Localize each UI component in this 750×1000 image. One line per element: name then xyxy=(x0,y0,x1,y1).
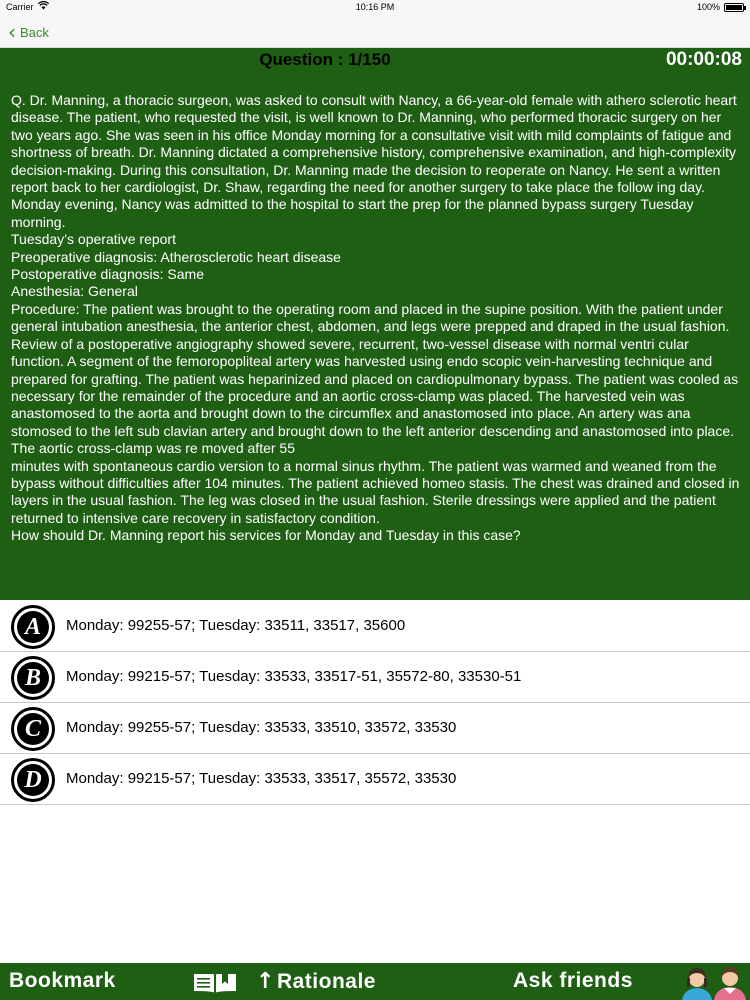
answer-letter-badge xyxy=(11,605,55,649)
back-label: Back xyxy=(20,24,49,40)
battery-percent: 100% xyxy=(696,2,720,12)
battery-icon xyxy=(724,3,744,12)
carrier-label: Carrier xyxy=(6,2,34,12)
ask-friends-label: Ask friends xyxy=(513,969,633,992)
question-header xyxy=(0,48,750,92)
answer-letter: B xyxy=(17,662,49,694)
answer-option-d[interactable] xyxy=(0,754,750,805)
status-time: 10:16 PM xyxy=(355,2,395,12)
answer-letter: A xyxy=(17,611,49,643)
answer-text: Monday: 99255-57; Tuesday: 33533, 33510, 33572, 33530 xyxy=(66,719,457,736)
question-text: Q. Dr. Manning, a thoracic surgeon, was asked to consult with Nancy, a 66-year-old female with athero sclerotic heart disease. The patient, who requested the visit, is well known to Dr. Manning, who performed thoracic surgery on her two years ago. She was seen in his office Monday morning for a consultative visit with mild complaints of fatigue and shortness of breath. Dr. Manning dictated a comprehensive history, comprehensive examination, and high-complexity decision-making. During this consultation, Dr. Manning made the decision to reoperate on Nancy. He sent a written report back to her cardiologist, Dr. Shaw, regarding the need for another surgery to take place the follow ing day. Monday evening, Nancy was admitted to the hospital to start the prep for the planned bypass surgery Tuesday morning. Tuesday’s operative report Preoperative diagnosis: Atherosclerotic heart disease Postoperative diagnosis: Same Anesthesia: General Procedure: The patient was brought to the operating room and placed in the supine position. With the patient under general intubation anesthesia, the anterior chest, abdomen, and legs were prepped and draped in the usual fashion. Review of a postoperative angiography showed severe, recurrent, two-vessel disease with normal ventri cular function. A segment of the femoropopliteal artery was harvested using endo scopic vein-harvesting technique and prepared for grafting. The patient was heparinized and placed on cardiopulmonary bypass. The patient was cooled as necessary for the remainder of the procedure and an aortic cross-clamp was placed. The harvested vein was anastomosed to the aorta and brought down to the circumflex and anastomosed into place. An artery was ana stomosed to the left sub clavian artery and brought down to the left anterior descending and anastomosed into place. The aortic cross-clamp was re moved after 55 minutes with spontaneous cardio version to a normal sinus rhythm. The patient was warmed and weaned from the bypass without difficulties after 104 minutes. The patient achieved homeo stasis. The chest was drained and closed in layers in the usual fashion. The leg was closed in the usual fashion. Sterile dressings were applied and the patient returned to intensive care recovery in satisfactory condition. How should Dr. Manning report his services for Monday and Tuesday in this case? xyxy=(11,92,740,544)
answer-text: Monday: 99215-57; Tuesday: 33533, 33517, 35572, 33530 xyxy=(66,770,457,787)
rationale-label: Rationale xyxy=(276,969,376,993)
bottom-toolbar xyxy=(0,963,750,1000)
ask-friends-button[interactable] xyxy=(513,969,633,993)
answer-text: Monday: 99215-57; Tuesday: 33533, 33517-51, 35572-80, 33530-51 xyxy=(66,668,522,685)
answer-letter-badge xyxy=(11,758,55,802)
back-button[interactable] xyxy=(8,21,49,43)
status-bar xyxy=(0,0,750,16)
answer-option-b[interactable] xyxy=(0,652,750,703)
question-number: Question : 1/150 xyxy=(259,50,391,69)
answer-option-a[interactable] xyxy=(0,601,750,652)
answer-list xyxy=(0,601,750,805)
answer-letter: C xyxy=(17,713,49,745)
answer-text: Monday: 99255-57; Tuesday: 33511, 33517, 35600 xyxy=(66,617,406,634)
arrow-up-icon: ↑ xyxy=(256,969,275,994)
question-panel xyxy=(0,48,750,600)
bookmark-label: Bookmark xyxy=(9,969,116,992)
chevron-left-icon: ‹ xyxy=(8,20,16,44)
answer-letter-badge xyxy=(11,707,55,751)
rationale-button[interactable] xyxy=(256,969,376,994)
nav-bar xyxy=(0,16,750,48)
bookmark-button[interactable] xyxy=(9,969,116,993)
answer-letter: D xyxy=(17,764,49,796)
book-icon[interactable] xyxy=(192,972,238,994)
timer: 00:00:08 xyxy=(665,49,742,70)
friends-icon[interactable] xyxy=(680,963,748,1000)
answer-letter-badge xyxy=(11,656,55,700)
answer-option-c[interactable] xyxy=(0,703,750,754)
